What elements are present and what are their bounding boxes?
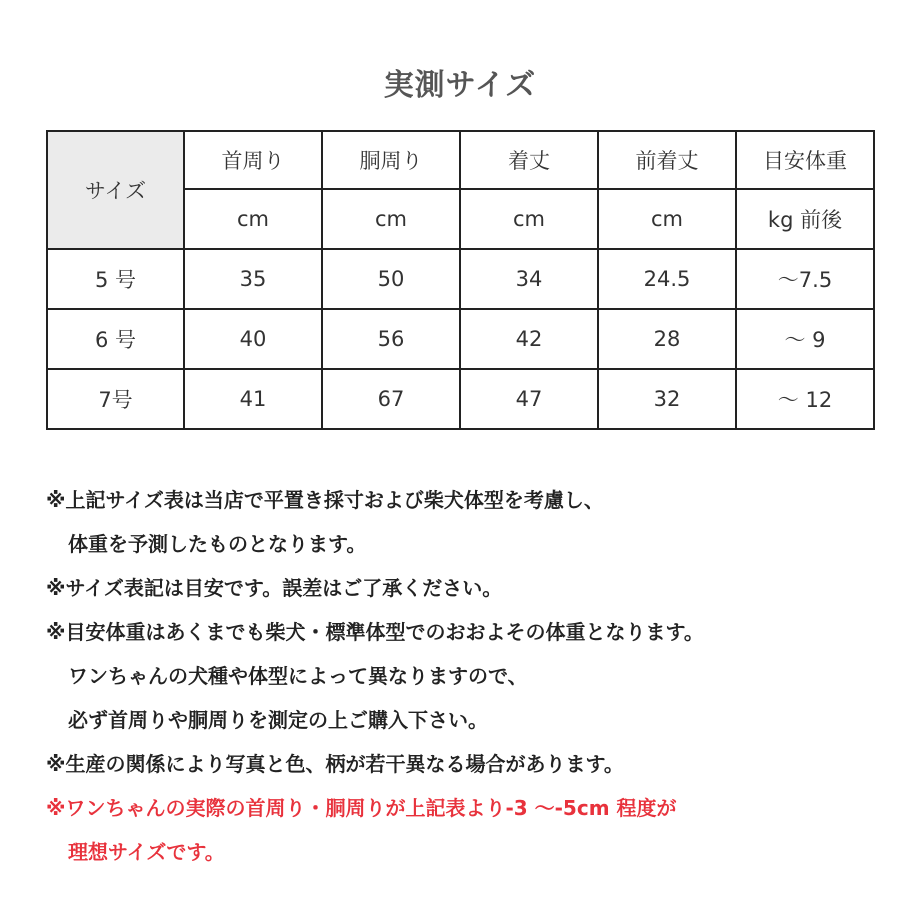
table-cell: ～7.5 <box>736 249 874 309</box>
table-cell: 50 <box>322 249 460 309</box>
size-label-cell: 7号 <box>47 369 184 429</box>
column-header-neck: 首周り <box>184 131 322 189</box>
size-table <box>46 130 875 430</box>
unit-cell: cm <box>322 189 460 249</box>
page-title: 実測サイズ <box>383 68 537 103</box>
table-cell: 35 <box>184 249 322 309</box>
table-row <box>47 249 874 309</box>
unit-cell: cm <box>460 189 598 249</box>
table-row <box>47 369 874 429</box>
table-cell: 24.5 <box>598 249 736 309</box>
table-cell: 32 <box>598 369 736 429</box>
unit-cell: cm <box>598 189 736 249</box>
table-cell: 28 <box>598 309 736 369</box>
table-cell: 67 <box>322 369 460 429</box>
table-cell: 40 <box>184 309 322 369</box>
table-cell: ～ 9 <box>736 309 874 369</box>
column-header-weight: 目安体重 <box>736 131 874 189</box>
column-header-length: 着丈 <box>460 131 598 189</box>
note-line: 体重を予測したものとなります。 <box>68 532 367 556</box>
note-line-highlight: 理想サイズです。 <box>68 840 225 864</box>
size-column-header: サイズ <box>47 131 184 249</box>
table-cell: 41 <box>184 369 322 429</box>
note-line: ワンちゃんの犬種や体型によって異なりますので、 <box>68 664 528 688</box>
table-cell: 47 <box>460 369 598 429</box>
table-header-row <box>47 131 874 189</box>
table-cell: 42 <box>460 309 598 369</box>
table-cell: 56 <box>322 309 460 369</box>
note-line: ※上記サイズ表は当店で平置き採寸および柴犬体型を考慮し、 <box>46 488 604 512</box>
table-cell: 34 <box>460 249 598 309</box>
note-line: ※目安体重はあくまでも柴犬・標準体型でのおおよその体重となります。 <box>46 620 704 644</box>
note-line: ※サイズ表記は目安です。誤差はご了承ください。 <box>46 576 503 600</box>
note-line: ※生産の関係により写真と色、柄が若干異なる場合があります。 <box>46 752 624 776</box>
note-line: 必ず首周りや胴周りを測定の上ご購入下さい。 <box>68 708 488 732</box>
unit-cell: kg 前後 <box>736 189 874 249</box>
table-row <box>47 309 874 369</box>
table-cell: ～ 12 <box>736 369 874 429</box>
column-header-chest: 胴周り <box>322 131 460 189</box>
size-label-cell: 5 号 <box>47 249 184 309</box>
notes-section <box>46 478 906 874</box>
note-line-highlight: ※ワンちゃんの実際の首周り・胴周りが上記表より-3 ～-5cm 程度が <box>46 796 677 820</box>
column-header-front-length: 前着丈 <box>598 131 736 189</box>
unit-cell: cm <box>184 189 322 249</box>
size-label-cell: 6 号 <box>47 309 184 369</box>
